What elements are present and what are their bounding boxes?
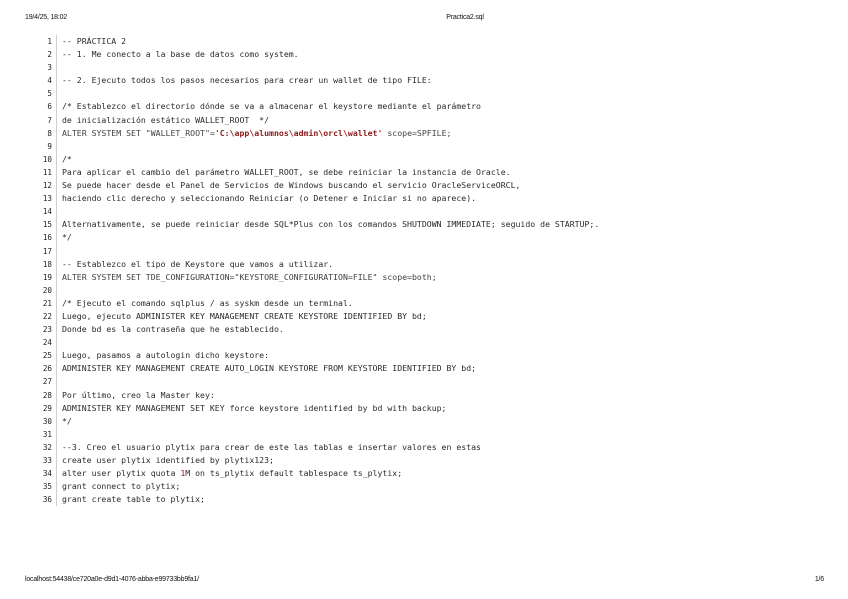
code-line (0, 428, 848, 441)
code-line (0, 35, 848, 48)
code-token-plain: alter user plytix quota (62, 468, 181, 479)
gutter-divider (56, 415, 57, 428)
line-number: 8 (47, 128, 52, 138)
code-token-comment: --3. Creo el usuario plytix para crear de este las tablas e insertar valores en estas (62, 441, 481, 452)
code-token-comment: Alternativamente, se puede reiniciar desde SQL*Plus con los comandos SHUTDOWN IMMEDIATE; seguido de STARTUP;. (62, 219, 600, 230)
code-line (0, 127, 848, 140)
code-token-comment: */ (62, 415, 72, 426)
gutter-divider (56, 271, 57, 284)
line-number: 7 (47, 115, 52, 125)
code-token-keyword: ALTER SYSTEM SET TDE_CONFIGURATION="KEYSTORE_CONFIGURATION=FILE" scope=both; (62, 271, 437, 282)
line-number: 32 (42, 442, 52, 452)
code-line (0, 284, 848, 297)
code-line (0, 362, 848, 375)
gutter-divider (56, 48, 57, 61)
line-number: 1 (47, 37, 52, 46)
code-text (62, 389, 215, 402)
line-number: 6 (47, 102, 52, 112)
code-line (0, 480, 848, 493)
code-token-comment: -- Establezco el tipo de Keystore que vamos a utilizar. (62, 258, 334, 269)
document-title: Practica2.sql (446, 14, 484, 21)
code-text (62, 349, 269, 362)
print-header (0, 14, 848, 26)
line-number: 17 (42, 246, 52, 256)
code-token-comment: Para aplicar el cambio del parámetro WALLET_ROOT, se debe reiniciar la instancia de Oracle. (62, 166, 511, 177)
code-line (0, 192, 848, 205)
code-text (62, 127, 451, 140)
line-number: 20 (42, 285, 52, 295)
print-datetime: 19/4/25, 18:02 (25, 14, 67, 21)
gutter-divider (56, 140, 57, 153)
code-line (0, 493, 848, 506)
line-number: 3 (47, 63, 52, 73)
code-text (62, 480, 180, 493)
gutter-divider (56, 375, 57, 388)
code-text (62, 402, 447, 415)
code-line (0, 441, 848, 454)
code-line (0, 48, 848, 61)
code-text (62, 166, 511, 179)
code-line (0, 415, 848, 428)
code-line (0, 402, 848, 415)
line-number: 26 (42, 364, 52, 374)
gutter-divider (56, 428, 57, 441)
code-text (62, 74, 432, 87)
code-token-comment: Luego, pasamos a autologin dicho keystore: (62, 350, 270, 361)
line-number: 27 (42, 377, 52, 387)
code-line (0, 310, 848, 323)
code-token-comment: Donde bd es la contraseña que he establecido. (62, 324, 284, 335)
code-line (0, 389, 848, 402)
code-text (62, 192, 476, 205)
code-token-comment: -- 2. Ejecuto todos los pasos necesarios para crear un wallet de tipo FILE: (62, 75, 432, 86)
code-text (62, 297, 353, 310)
gutter-divider (56, 310, 57, 323)
code-token-comment: haciendo clic derecho y seleccionando Reiniciar (o Detener e Iniciar si no aparece). (62, 193, 477, 204)
gutter-divider (56, 336, 57, 349)
gutter-divider (56, 297, 57, 310)
gutter-divider (56, 231, 57, 244)
code-line (0, 323, 848, 336)
code-text (62, 100, 481, 113)
gutter-divider (56, 402, 57, 415)
gutter-divider (56, 258, 57, 271)
code-line (0, 179, 848, 192)
page-url: localhost:54438/ce720a0e-d9d1-4076-abba-e99733bb9fa1/ (25, 576, 199, 583)
line-number: 29 (42, 403, 52, 413)
line-number: 24 (42, 338, 52, 348)
line-number: 22 (42, 311, 52, 321)
line-number: 11 (42, 167, 52, 177)
line-number: 31 (42, 429, 52, 439)
code-line (0, 336, 848, 349)
code-text (62, 454, 274, 467)
code-token-comment: de inicialización estático WALLET_ROOT */ (62, 114, 270, 125)
code-token-plain: grant connect to plytix; (62, 481, 181, 492)
gutter-divider (56, 35, 57, 48)
code-token-comment: Por último, creo la Master key: (62, 389, 215, 400)
code-text (62, 218, 599, 231)
code-line (0, 166, 848, 179)
code-text (62, 35, 126, 48)
line-number: 15 (42, 220, 52, 230)
code-token-keyword: ALTER SYSTEM SET "WALLET_ROOT"= (62, 127, 215, 138)
code-token-comment: ADMINISTER KEY MANAGEMENT SET KEY force keystore identified by bd with backup; (62, 402, 447, 413)
code-line (0, 74, 848, 87)
code-line (0, 297, 848, 310)
code-listing (0, 35, 848, 506)
gutter-divider (56, 467, 57, 480)
code-line (0, 454, 848, 467)
code-line (0, 467, 848, 480)
line-number: 4 (47, 76, 52, 86)
code-text (62, 48, 299, 61)
code-text (62, 493, 205, 506)
code-text (62, 153, 72, 166)
page-number: 1/6 (814, 576, 824, 583)
line-number: 34 (42, 469, 52, 479)
code-line (0, 140, 848, 153)
code-text (62, 310, 427, 323)
line-number: 9 (47, 141, 52, 151)
code-token-comment: /* (62, 153, 72, 164)
gutter-divider (56, 166, 57, 179)
code-token-keyword: scope=SPFILE; (382, 127, 452, 138)
gutter-divider (56, 114, 57, 127)
code-token-comment: Luego, ejecuto ADMINISTER KEY MANAGEMENT CREATE KEYSTORE IDENTIFIED BY bd; (62, 310, 427, 321)
code-line (0, 231, 848, 244)
code-line (0, 271, 848, 284)
gutter-divider (56, 493, 57, 506)
code-text (62, 415, 72, 428)
gutter-divider (56, 153, 57, 166)
print-footer (0, 576, 848, 588)
line-number: 35 (42, 482, 52, 492)
line-number: 18 (42, 259, 52, 269)
code-token-string: 'C:\app\alumnos\admin\orcl\wallet' (214, 127, 383, 138)
line-number: 12 (42, 181, 52, 191)
line-number: 21 (42, 298, 52, 308)
code-line (0, 205, 848, 218)
gutter-divider (56, 218, 57, 231)
code-line (0, 153, 848, 166)
code-text (62, 467, 402, 480)
code-line (0, 375, 848, 388)
code-text (62, 114, 269, 127)
line-number: 36 (42, 495, 52, 505)
code-token-plain: create user plytix identified by plytix123; (62, 455, 274, 465)
gutter-divider (56, 127, 57, 140)
line-number: 30 (42, 416, 52, 426)
gutter-divider (56, 480, 57, 493)
code-line (0, 349, 848, 362)
code-line (0, 218, 848, 231)
code-line (0, 87, 848, 100)
code-line (0, 245, 848, 258)
code-line (0, 258, 848, 271)
gutter-divider (56, 245, 57, 258)
gutter-divider (56, 74, 57, 87)
code-text (62, 258, 333, 271)
gutter-divider (56, 192, 57, 205)
code-token-comment: -- 1. Me conecto a la base de datos como system. (62, 49, 299, 60)
code-text (62, 271, 437, 284)
line-number: 25 (42, 351, 52, 361)
code-token-comment: /* Establezco el directorio dónde se va a almacenar el keystore mediante el parámetro (62, 101, 481, 112)
line-number: 23 (42, 325, 52, 335)
line-number: 10 (42, 154, 52, 164)
code-token-number: 1 (180, 468, 186, 479)
code-line (0, 100, 848, 113)
code-text (62, 323, 284, 336)
line-number: 5 (47, 89, 52, 99)
code-token-plain: M on ts_plytix default tablespace ts_plytix; (185, 468, 403, 479)
gutter-divider (56, 389, 57, 402)
gutter-divider (56, 100, 57, 113)
code-text (62, 441, 481, 454)
code-token-comment: ADMINISTER KEY MANAGEMENT CREATE AUTO_LOGIN KEYSTORE FROM KEYSTORE IDENTIFIED BY bd; (62, 363, 477, 374)
gutter-divider (56, 179, 57, 192)
line-number: 13 (42, 194, 52, 204)
gutter-divider (56, 362, 57, 375)
gutter-divider (56, 205, 57, 218)
gutter-divider (56, 349, 57, 362)
line-number: 14 (42, 207, 52, 217)
line-number: 2 (47, 50, 52, 60)
code-token-comment: Se puede hacer desde el Panel de Servicios de Windows buscando el servicio OracleServiceORCL, (62, 180, 521, 191)
code-token-comment: */ (62, 232, 72, 243)
code-text (62, 362, 476, 375)
code-text (62, 179, 520, 192)
code-line (0, 114, 848, 127)
gutter-divider (56, 61, 57, 74)
code-token-plain: grant create table to plytix; (62, 494, 205, 505)
gutter-divider (56, 87, 57, 100)
code-token-comment: /* Ejecuto el comando sqlplus / as syskm desde un terminal. (62, 297, 353, 308)
code-text (62, 231, 72, 244)
gutter-divider (56, 454, 57, 467)
line-number: 19 (42, 272, 52, 282)
line-number: 33 (42, 456, 52, 465)
gutter-divider (56, 441, 57, 454)
line-number: 16 (42, 233, 52, 243)
gutter-divider (56, 323, 57, 336)
gutter-divider (56, 284, 57, 297)
code-token-comment: -- PRÁCTICA 2 (62, 36, 127, 46)
code-line (0, 61, 848, 74)
line-number: 28 (42, 390, 52, 400)
